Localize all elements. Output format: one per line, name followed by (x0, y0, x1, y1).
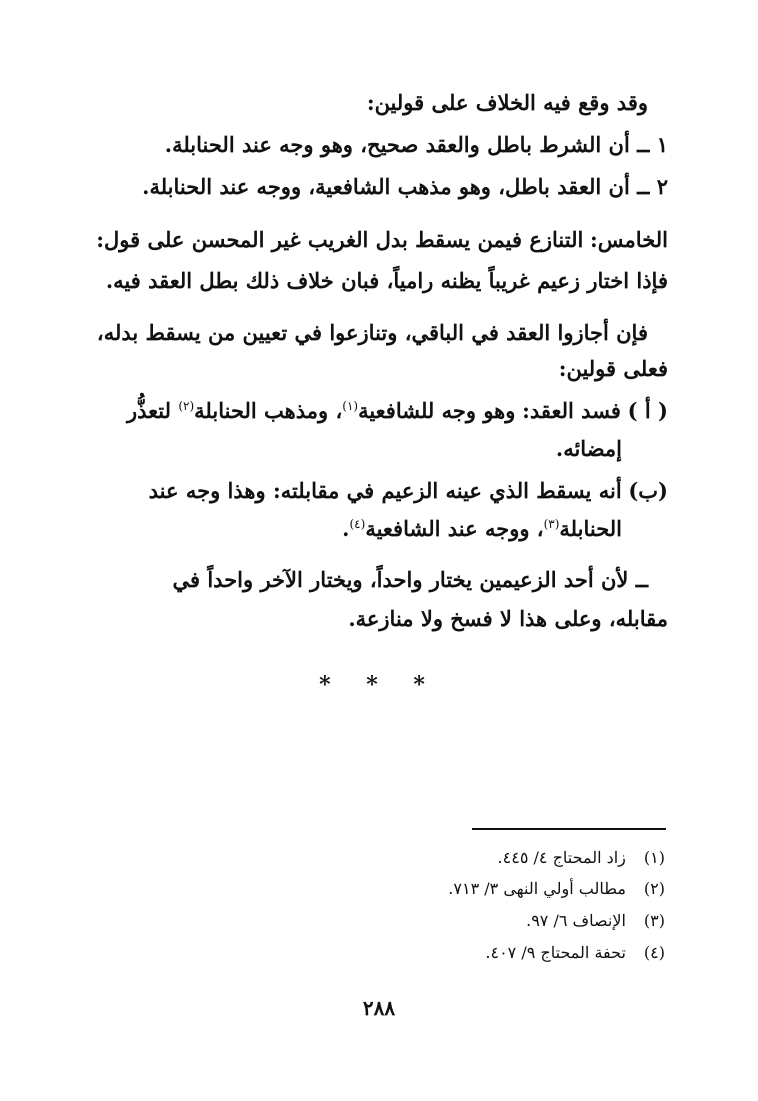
option-a-text-3: لتعذُّر (126, 398, 179, 423)
option-b-line2-a: الحنابلة (559, 516, 622, 541)
fifth-line-2: فإذا اختار زعيم غريباً يظنه رامياً، فبان خلاف ذلك بطل العقد فيه. (105, 268, 668, 293)
footnote-1-number: (١) (643, 848, 665, 867)
footnote-3-text: الإنصاف ٦/ ٩٧. (526, 911, 626, 930)
option-b-text-1: وهذا وجه عند (148, 478, 273, 503)
paragraph4-line-1: ــ لأن أحد الزعيمين يختار واحداً، ويختار الآخر واحداً في (172, 567, 648, 592)
footnote-divider (472, 828, 666, 830)
list-item-1: ١ ــ أن الشرط باطل والعقد صحيح، وهو وجه عند الحنابلة. (164, 132, 668, 157)
paragraph3-line-1: فإن أجازوا العقد في الباقي، وتنازعوا في تعيين من يسقط بدله، (96, 320, 648, 345)
intro-line: وقد وقع فيه الخلاف على قولين: (366, 90, 648, 115)
option-b-marker: (ب) (628, 478, 668, 503)
paragraph3-line-2: فعلى قولين: (558, 356, 668, 381)
footnote-3-number: (٣) (643, 911, 665, 930)
footnote-3 (526, 909, 665, 933)
option-a-marker: ( أ ) (627, 398, 668, 423)
fifth-label: الخامس: (590, 227, 668, 252)
footnote-1 (498, 846, 665, 870)
footnote-ref-1: (١) (342, 399, 359, 413)
footnote-2 (448, 877, 665, 901)
footnote-4-text: تحفة المحتاج ٩/ ٤٠٧. (485, 943, 626, 962)
footnote-4 (485, 941, 665, 965)
section-separator: * * * (319, 672, 439, 698)
list-item-2: ٢ ــ أن العقد باطل، وهو مذهب الشافعية، ووجه عند الحنابلة. (142, 174, 668, 199)
option-b-line2-b: ، ووجه عند الشافعية (365, 516, 544, 541)
page-number: ٢٨٨ (362, 996, 396, 1020)
option-a-text-2: ، ومذهب الحنابلة (194, 398, 343, 423)
fifth-text: التنازع فيمن يسقط بدل الغريب غير المحسن على قول: (96, 227, 584, 252)
option-b-line-1 (149, 476, 668, 506)
option-a-line-1 (127, 396, 668, 426)
footnote-4-number: (٤) (643, 943, 665, 962)
footnote-ref-2: (٢) (178, 399, 195, 413)
option-a-text-1: وهو وجه للشافعية (358, 398, 516, 423)
option-b-line-2 (342, 514, 622, 544)
option-a-title: فسد العقد: (522, 398, 621, 423)
footnote-ref-4: (٤) (349, 517, 366, 531)
option-b-title: أنه يسقط الذي عينه الزعيم في مقابلته: (272, 478, 622, 503)
option-a-line-2: إمضائه. (555, 436, 622, 461)
footnote-1-text: زاد المحتاج ٤/ ٤٤٥. (497, 848, 626, 867)
footnote-2-text: مطالب أولي النهى ٣/ ٧١٣. (448, 879, 626, 898)
footnote-2-number: (٢) (643, 879, 665, 898)
fifth-heading-line (96, 225, 668, 255)
paragraph4-line-2: مقابله، وعلى هذا لا فسخ ولا منازعة. (348, 606, 668, 631)
option-b-line2-c: . (342, 516, 350, 541)
footnote-ref-3: (٣) (543, 517, 560, 531)
